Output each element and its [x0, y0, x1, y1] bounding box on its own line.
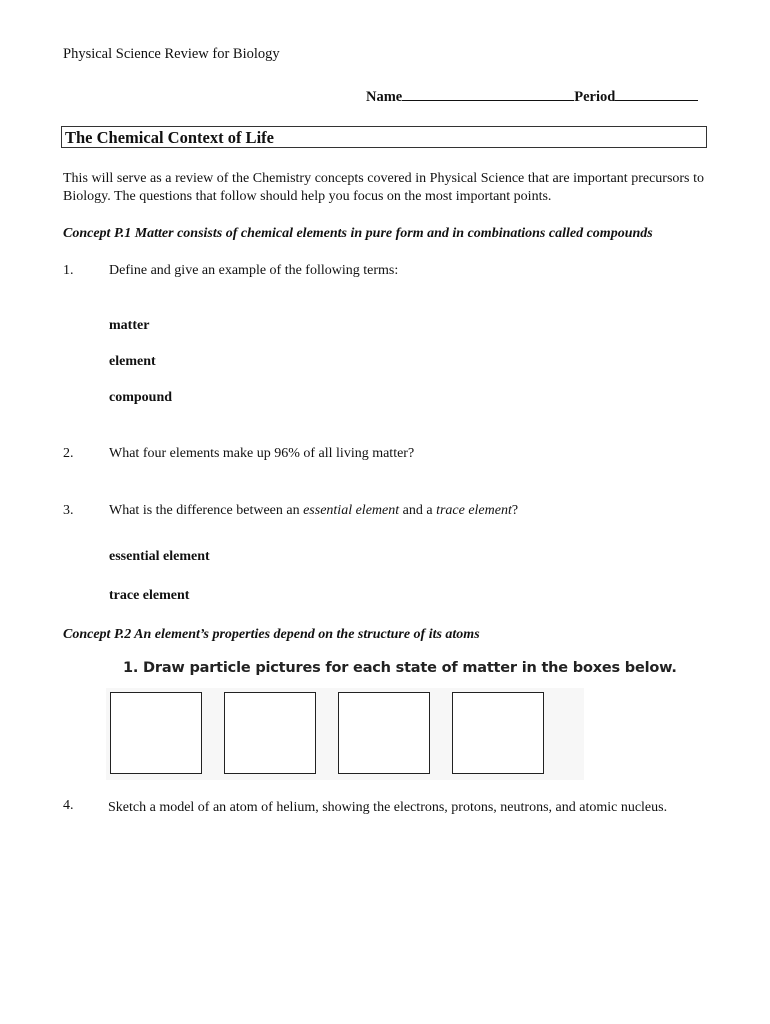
- term-trace-element: trace element: [109, 588, 190, 603]
- q4-number: 4.: [63, 798, 74, 813]
- concept-p2-heading: Concept P.2 An element’s properties depend on the structure of its atoms: [63, 627, 480, 642]
- state-box-2[interactable]: [224, 692, 316, 774]
- document-header: Physical Science Review for Biology: [63, 46, 280, 62]
- q3-text-after: ?: [511, 503, 519, 518]
- term-compound: compound: [109, 390, 173, 405]
- q3-text-before: What is the difference between an: [109, 503, 304, 518]
- period-blank[interactable]: [615, 86, 698, 101]
- period-label: Period: [574, 89, 616, 105]
- q3-text-mid: and a: [399, 503, 437, 518]
- q2-number: 2.: [63, 446, 74, 461]
- name-label: Name: [366, 89, 403, 105]
- q3-essential-term: essential element: [303, 503, 400, 518]
- state-box-4[interactable]: [452, 692, 544, 774]
- draw-particles-question: 1. Draw particle pictures for each state of matter in the boxes below.: [123, 660, 677, 676]
- term-element: element: [109, 354, 156, 369]
- concept-p1-heading: Concept P.1 Matter consists of chemical elements in pure form and in combinations called compounds: [63, 226, 653, 241]
- term-matter: matter: [109, 318, 150, 333]
- q3-number: 3.: [63, 503, 74, 518]
- q1-text: Define and give an example of the following terms:: [109, 263, 399, 278]
- name-blank[interactable]: [402, 86, 574, 101]
- q4-text: Sketch a model of an atom of helium, showing the electrons, protons, neutrons, and atomic nucleus.: [108, 800, 668, 815]
- section-title: The Chemical Context of Life: [65, 128, 274, 147]
- state-box-3[interactable]: [338, 692, 430, 774]
- q3-trace-term: trace element: [436, 503, 512, 518]
- state-box-1[interactable]: [110, 692, 202, 774]
- intro-paragraph: This will serve as a review of the Chemistry concepts covered in Physical Science that are important precursors to Biology. The questions that follow should help you focus on the most important points.: [63, 171, 704, 204]
- q3-text: [109, 503, 518, 519]
- term-essential-element: essential element: [109, 549, 210, 564]
- name-period-row: [366, 86, 698, 106]
- q1-number: 1.: [63, 263, 74, 278]
- q2-text: What four elements make up 96% of all living matter?: [109, 446, 415, 461]
- title-box: [61, 126, 707, 148]
